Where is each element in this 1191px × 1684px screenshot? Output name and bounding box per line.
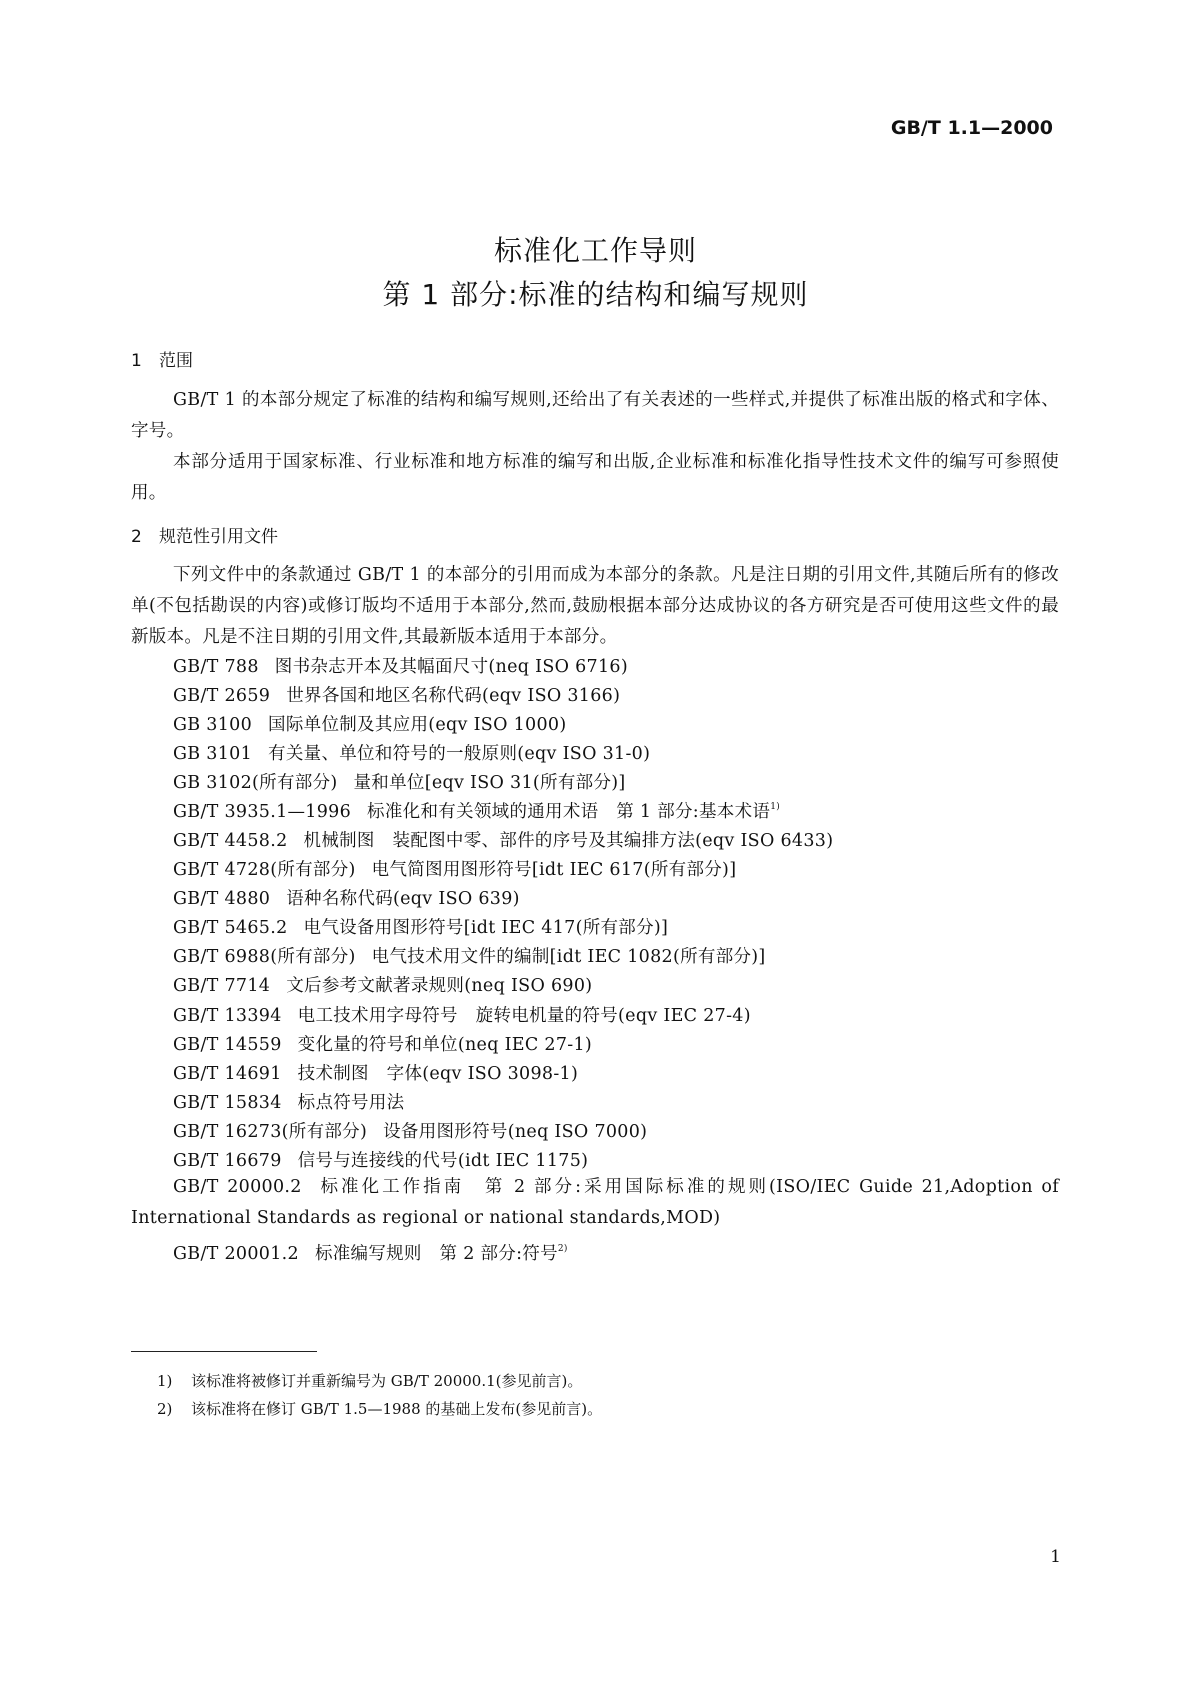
reference-code: GB/T 4880 bbox=[173, 889, 271, 909]
reference-code: GB/T 5465.2 bbox=[173, 918, 288, 938]
reference-item bbox=[173, 943, 766, 968]
page-number: 1 bbox=[1050, 1547, 1061, 1567]
footnote bbox=[157, 1370, 582, 1391]
reference-title: 语种名称代码(eqv ISO 639) bbox=[286, 889, 520, 909]
reference-title: 电工技术用字母符号 旋转电机量的符号(eqv IEC 27-4) bbox=[297, 1006, 751, 1026]
reference-code: GB/T 4458.2 bbox=[173, 831, 288, 851]
reference-code: GB/T 14559 bbox=[173, 1035, 282, 1055]
reference-item bbox=[173, 1031, 592, 1056]
reference-title: 电气简图用图形符号[idt IEC 617(所有部分)] bbox=[371, 860, 737, 880]
reference-title: 信号与连接线的代号(idt IEC 1175) bbox=[297, 1151, 589, 1171]
footnote-text: 该标准将被修订并重新编号为 GB/T 20000.1(参见前言)。 bbox=[191, 1372, 583, 1390]
reference-title: 国际单位制及其应用(eqv ISO 1000) bbox=[268, 715, 567, 735]
reference-item bbox=[173, 827, 833, 852]
reference-item bbox=[173, 1089, 404, 1114]
reference-title: 电气技术用文件的编制[idt IEC 1082(所有部分)] bbox=[371, 947, 766, 967]
reference-item bbox=[173, 711, 566, 736]
reference-title: 标准化和有关领域的通用术语 第 1 部分:基本术语 bbox=[367, 802, 771, 822]
section-heading-scope bbox=[131, 346, 193, 371]
reference-title: 技术制图 字体(eqv ISO 3098-1) bbox=[297, 1064, 579, 1084]
footnote-text: 该标准将在修订 GB/T 1.5—1988 的基础上发布(参见前言)。 bbox=[191, 1400, 603, 1418]
reference-item bbox=[173, 769, 626, 794]
reference-code: GB/T 13394 bbox=[173, 1006, 282, 1026]
reference-title: 世界各国和地区名称代码(eqv ISO 3166) bbox=[286, 686, 621, 706]
reference-title: 量和单位[eqv ISO 31(所有部分)] bbox=[353, 773, 626, 793]
reference-item bbox=[173, 1147, 588, 1172]
reference-item bbox=[173, 682, 620, 707]
document-subtitle: 第 1 部分:标准的结构和编写规则 bbox=[382, 278, 809, 311]
footnote-divider bbox=[131, 1351, 317, 1352]
reference-title: 设备用图形符号(neq ISO 7000) bbox=[383, 1122, 648, 1142]
paragraph: 下列文件中的条款通过 GB/T 1 的本部分的引用而成为本部分的条款。凡是注日期的引用文件,其随后所有的修改单(不包括勘误的内容)或修订版均不适用于本部分,然而,鼓励根据本部分达成协议的各方研究是否可使用这些文件的最新版本。凡是不注日期的引用文件,其最新版本适用于本部分。 bbox=[131, 565, 1059, 647]
reference-item bbox=[173, 914, 668, 939]
reference-code: GB/T 7714 bbox=[173, 976, 271, 996]
reference-item bbox=[131, 1172, 1059, 1234]
reference-title: 变化量的符号和单位(neq IEC 27-1) bbox=[297, 1035, 593, 1055]
reference-title: 标准化工作指南 第 2 部分:采用国际标准的规则(ISO/IEC Guide 21,Adoption of International Standards as regional or national standards,MOD) bbox=[131, 1177, 1059, 1228]
reference-title: 有关量、单位和符号的一般原则(eqv ISO 31-0) bbox=[268, 744, 651, 764]
section-number: 1 bbox=[131, 351, 142, 371]
reference-item bbox=[173, 1002, 751, 1027]
reference-title: 机械制图 装配图中零、部件的序号及其编排方法(eqv ISO 6433) bbox=[303, 831, 834, 851]
reference-code: GB/T 15834 bbox=[173, 1093, 282, 1113]
footnote-number: 2) bbox=[157, 1400, 173, 1418]
reference-title: 图书杂志开本及其幅面尺寸(neq ISO 6716) bbox=[274, 657, 628, 677]
footnote-marker: 1) bbox=[770, 802, 781, 812]
section-title: 范围 bbox=[159, 351, 193, 371]
reference-item bbox=[173, 856, 736, 881]
reference-title: 标点符号用法 bbox=[297, 1093, 405, 1113]
reference-item bbox=[173, 1060, 578, 1085]
reference-title: 电气设备用图形符号[idt IEC 417(所有部分)] bbox=[303, 918, 669, 938]
reference-code: GB/T 6988(所有部分) bbox=[173, 947, 356, 967]
reference-item bbox=[173, 972, 592, 997]
reference-code: GB/T 20001.2 bbox=[173, 1244, 299, 1264]
section-heading-normative-references bbox=[131, 522, 278, 547]
document-title: 标准化工作导则 bbox=[493, 234, 697, 267]
reference-code: GB 3101 bbox=[173, 744, 253, 764]
reference-code: GB/T 16273(所有部分) bbox=[173, 1122, 368, 1142]
reference-item bbox=[173, 885, 520, 910]
reference-code: GB 3100 bbox=[173, 715, 253, 735]
section-title: 规范性引用文件 bbox=[159, 527, 278, 547]
reference-code: GB/T 3935.1—1996 bbox=[173, 802, 352, 822]
reference-item bbox=[173, 653, 628, 678]
reference-code: GB/T 2659 bbox=[173, 686, 271, 706]
reference-title: 文后参考文献著录规则(neq ISO 690) bbox=[286, 976, 593, 996]
reference-code: GB/T 4728(所有部分) bbox=[173, 860, 356, 880]
reference-code: GB/T 16679 bbox=[173, 1151, 282, 1171]
footnote bbox=[157, 1398, 602, 1419]
reference-title: 标准编写规则 第 2 部分:符号 bbox=[314, 1244, 558, 1264]
reference-item bbox=[173, 1240, 568, 1265]
reference-code: GB/T 788 bbox=[173, 657, 259, 677]
paragraph: GB/T 1 的本部分规定了标准的结构和编写规则,还给出了有关表述的一些样式,并提供了标准出版的格式和字体、字号。 bbox=[131, 390, 1059, 441]
section-number: 2 bbox=[131, 527, 142, 547]
footnote-number: 1) bbox=[157, 1372, 173, 1390]
paragraph: 本部分适用于国家标准、行业标准和地方标准的编写和出版,企业标准和标准化指导性技术文件的编写可参照使用。 bbox=[131, 452, 1059, 503]
reference-item bbox=[173, 798, 780, 823]
reference-code: GB 3102(所有部分) bbox=[173, 773, 338, 793]
reference-code: GB/T 14691 bbox=[173, 1064, 282, 1084]
standard-code: GB/T 1.1—2000 bbox=[890, 117, 1053, 139]
reference-item bbox=[173, 1118, 647, 1143]
reference-item bbox=[173, 740, 650, 765]
reference-code: GB/T 20000.2 bbox=[173, 1177, 302, 1197]
footnote-marker: 2) bbox=[557, 1244, 568, 1254]
